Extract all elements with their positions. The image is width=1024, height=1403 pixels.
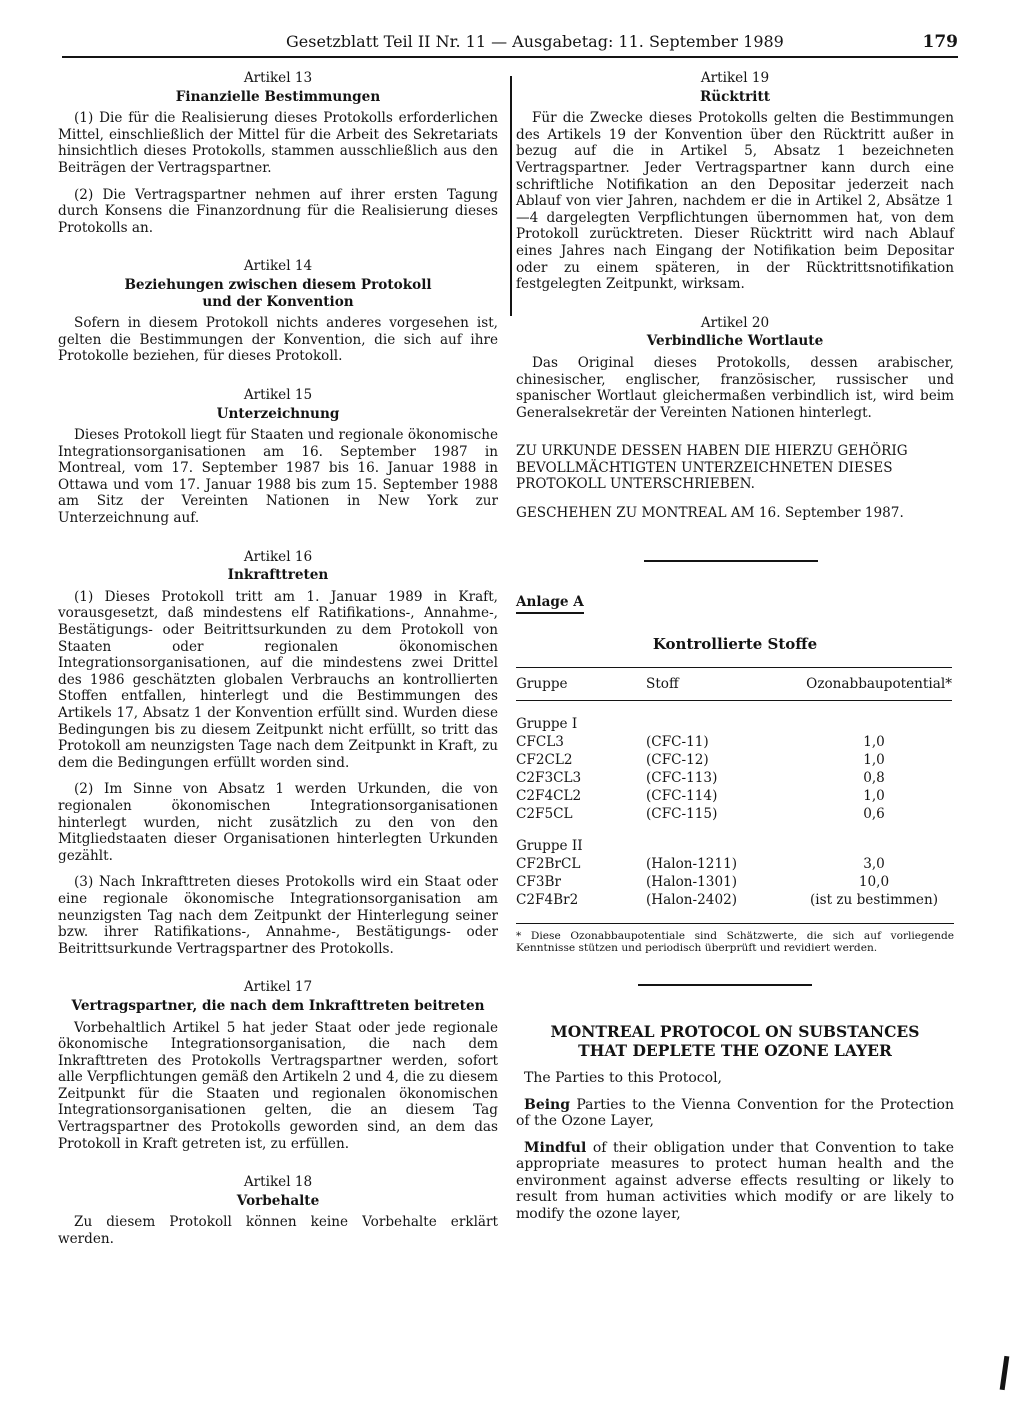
page-header — [62, 28, 958, 58]
article-14 — [58, 258, 498, 365]
odp-value: 3,0 — [863, 856, 885, 873]
group-row — [516, 823, 952, 855]
scan-mark — [1000, 1356, 1010, 1390]
table-row — [516, 891, 952, 909]
table-row — [516, 769, 952, 787]
english-title: THAT DEPLETE THE OZONE LAYER — [578, 1041, 892, 1061]
article-number: Artikel 19 — [700, 70, 770, 86]
english-paragraph: The Parties to this Protocol, — [524, 1070, 722, 1087]
table-row — [516, 733, 952, 751]
substance-name: (CFC-12) — [646, 752, 709, 769]
right-column — [516, 70, 954, 1232]
header-title: Gesetzblatt Teil II Nr. 11 — Ausgabetag: 11. September 1989 — [286, 32, 784, 51]
article-18 — [58, 1174, 498, 1247]
column-divider — [510, 76, 512, 316]
substance-name: (CFC-11) — [646, 734, 709, 751]
witness-clause: ZU URKUNDE DESSEN HABEN DIE HIERZU GEHÖRIG BEVOLLMÄCHTIGTEN UNTERZEICHNETEN DIESES PROTOKOLL UNTERSCHRIEBEN. — [516, 443, 908, 493]
footnote: * Diese Ozonabbaupotentiale sind Schätzwerte, die sich auf vorliegende Kenntnisse stützen und periodisch überprüft und revidiert werden. — [516, 923, 954, 954]
paragraph-lead: Mindful — [524, 1139, 587, 1156]
formula: C2F4CL2 — [516, 788, 582, 805]
substance-name: (CFC-115) — [646, 806, 718, 823]
odp-value: (ist zu bestimmen) — [809, 892, 939, 909]
paragraph: Sofern in diesem Protokoll nichts anderes vorgesehen ist, gelten die Bestimmungen der Konvention, die sich auf ihre Protokolle beziehen, für dieses Protokoll. — [58, 315, 498, 365]
formula: CF2BrCL — [516, 856, 581, 873]
substance-name: (CFC-114) — [646, 788, 718, 805]
formula: C2F4Br2 — [516, 892, 579, 909]
substance-name: (Halon-1211) — [646, 856, 738, 873]
paragraph: Für die Zwecke dieses Protokolls gelten die Bestimmungen des Artikels 19 der Konvention über den Rücktritt außer in bezug auf die in Artikel 5, Absatz 1 bezeichneten Vertragspartner. Jeder Vertragspartner kann durch eine schriftliche Notifikation an den Depositar jederzeit nach Ablauf von vier Jahren, nachdem er die in Artikel 2, Absätze 1—4 dargelegten Verpflichtungen übernommen hat, von dem Protokoll zurücktreten. Dieser Rücktritt wird nach Ablauf eines Jahres nach Eingang der Notifikation beim Depositar oder zu einem späteren, in der Rücktrittsnotifikation festgelegten Zeitpunkt, wirksam. — [516, 110, 954, 293]
odp-value: 0,8 — [863, 770, 885, 787]
article-title: Vorbehalte — [236, 1192, 320, 1209]
paragraph-body: Parties to the Vienna Convention for the Protection of the Ozone Layer, — [516, 1096, 954, 1130]
formula: CFCL3 — [516, 734, 564, 751]
table-row — [516, 751, 952, 769]
paragraph: Das Original dieses Protokolls, dessen arabischer, chinesischer, englischer, französischer, russischer und spanischer Wortlaut gleichermaßen verbindlich ist, wird beim Generalsekretär der Vereinten Nationen hinterlegt. — [516, 354, 954, 421]
article-17 — [58, 979, 498, 1152]
group-label: Gruppe I — [516, 716, 578, 733]
table-row — [516, 855, 952, 873]
substance-name: (Halon-1301) — [646, 874, 738, 891]
table-header-row — [516, 667, 952, 701]
header-group: Gruppe — [516, 667, 646, 701]
article-number: Artikel 16 — [243, 548, 313, 565]
english-title: MONTREAL PROTOCOL ON SUBSTANCES — [550, 1022, 920, 1042]
paragraph-body: of their obligation under that Convention to take appropriate measures to protect human health and the environment against adverse effects resulting or likely to result from human activities which modify or are likely to modify the ozone layer, — [516, 1139, 954, 1222]
article-19 — [516, 70, 954, 293]
article-title: und der Konvention — [202, 293, 354, 310]
article-20 — [516, 315, 954, 422]
article-title: Unterzeichnung — [216, 405, 340, 422]
paragraph: (2) Die Vertragspartner nehmen auf ihrer ersten Tagung durch Konsens die Finanzordnung für die Realisierung dieses Protokolls an. — [58, 186, 498, 236]
article-13 — [58, 70, 498, 236]
page-number: 179 — [922, 32, 958, 52]
english-paragraph — [516, 1097, 954, 1130]
paragraph: (1) Die für die Realisierung dieses Protokolls erforderlichen Mittel, einschließlich der Mittel für die Arbeit des Sekretariats hinsichtlich dieses Protokolls, stammen ausschließlich aus den Beiträgen der Vertragspartner. — [58, 110, 498, 176]
article-title: Verbindliche Wortlaute — [646, 333, 824, 350]
formula: CF3Br — [516, 874, 561, 891]
odp-value: 0,6 — [863, 806, 885, 823]
substance-name: (Halon-2402) — [646, 892, 738, 909]
table-row — [516, 873, 952, 891]
article-number: Artikel 14 — [243, 258, 313, 275]
article-title: Vertragspartner, die nach dem Inkrafttreten beitreten — [71, 997, 485, 1014]
table-row — [516, 805, 952, 823]
paragraph-lead: Being — [524, 1096, 571, 1113]
substance-name: (CFC-113) — [646, 770, 718, 787]
paragraph: Dieses Protokoll liegt für Staaten und regionale ökonomische Integrationsorganisationen am 16. September 1987 in Montreal, vom 17. September 1987 bis 16. Januar 1988 in Ottawa und vom 17. Januar 1988 bis zum 15. September 1988 am Sitz der Vereinten Nationen in New York zur Unterzeichnung auf. — [58, 427, 498, 527]
annex-label: Anlage A — [516, 594, 584, 615]
table-row — [516, 787, 952, 805]
substances-table — [516, 667, 952, 910]
formula: CF2CL2 — [516, 752, 573, 769]
header-substance: Stoff — [646, 667, 796, 701]
article-16 — [58, 549, 498, 958]
formula: C2F5CL — [516, 806, 573, 823]
article-number: Artikel 13 — [243, 70, 313, 86]
odp-value: 1,0 — [863, 788, 885, 805]
article-15 — [58, 387, 498, 527]
paragraph: Vorbehaltlich Artikel 5 hat jeder Staat oder jede regionale ökonomische Integrationsorganisation, die nach dem Inkrafttreten des Protokolls Vertragspartner werden, sofort alle Verpflichtungen gemäß den Artikeln 2 und 4, die zu diesem Zeitpunkt für die Staaten und regionalen ökonomischen Integrationsorganisationen gelten, die an diesem Tag Vertragspartner des Protokolls geworden sind, an dem das Protokoll in Kraft getreten ist, zu erfüllen. — [58, 1019, 498, 1152]
group-label: Gruppe II — [516, 838, 583, 855]
article-title: Inkrafttreten — [227, 567, 329, 584]
paragraph: (1) Dieses Protokoll tritt am 1. Januar 1989 in Kraft, vorausgesetzt, daß mindestens elf Ratifikations-, Annahme-, Bestätigungs- oder Beitrittsurkunden zu dem Protokoll von Staaten oder regionalen ökonomischen Integrationsorganisationen, auf die mindestens zwei Drittel des 1986 geschätzten globalen Verbrauchs an kontrollierten Stoffen entfallen, hinterlegt und die Bestimmungen des Artikels 17, Absatz 1 der Konvention erfüllt sind. Wurden diese Bedingungen bis zu diesem Zeitpunkt nicht erfüllt, so tritt das Protokoll am neunzigsten Tage nach dem Zeitpunkt in Kraft, zu dem die Bedingungen erfüllt worden sind. — [58, 588, 498, 771]
odp-value: 1,0 — [863, 734, 885, 751]
section-divider — [638, 984, 812, 986]
english-paragraph — [516, 1140, 954, 1223]
odp-value: 10,0 — [858, 874, 890, 891]
article-title: Beziehungen zwischen diesem Protokoll — [124, 276, 432, 293]
paragraph: (3) Nach Inkrafttreten dieses Protokolls wird ein Staat oder eine regionale ökonomische Integrationsorganisation am neunzigsten Tag nach dem Zeitpunkt der Hinterlegung seiner bzw. ihrer Ratifikations-, Annahme-, Bestätigungs- oder Beitrittsurkunde Vertragspartner des Protokolls. — [58, 874, 498, 957]
paragraph: Zu diesem Protokoll können keine Vorbehalte erklärt werden. — [58, 1214, 498, 1248]
article-number: Artikel 20 — [700, 314, 770, 331]
odp-value: 1,0 — [863, 752, 885, 769]
section-divider — [644, 560, 818, 562]
article-number: Artikel 15 — [243, 386, 313, 403]
paragraph: (2) Im Sinne von Absatz 1 werden Urkunden, die von regionalen ökonomischen Integrationsorganisationen hinterlegt wurden, nicht zusätzlich zu den von den Mitgliedstaaten dieser Organisationen hinterlegten Urkunden gezählt. — [58, 781, 498, 864]
header-odp: Ozonabbaupotential* — [796, 667, 952, 701]
group-row — [516, 701, 952, 734]
left-column — [58, 70, 498, 1270]
article-title: Rücktritt — [699, 88, 771, 105]
done-clause: GESCHEHEN ZU MONTREAL AM 16. September 1987. — [516, 505, 904, 522]
formula: C2F3CL3 — [516, 770, 582, 787]
article-number: Artikel 17 — [243, 979, 313, 996]
article-number: Artikel 18 — [243, 1174, 313, 1191]
annex-title: Kontrollierte Stoffe — [652, 635, 818, 654]
article-title: Finanzielle Bestimmungen — [175, 88, 381, 105]
